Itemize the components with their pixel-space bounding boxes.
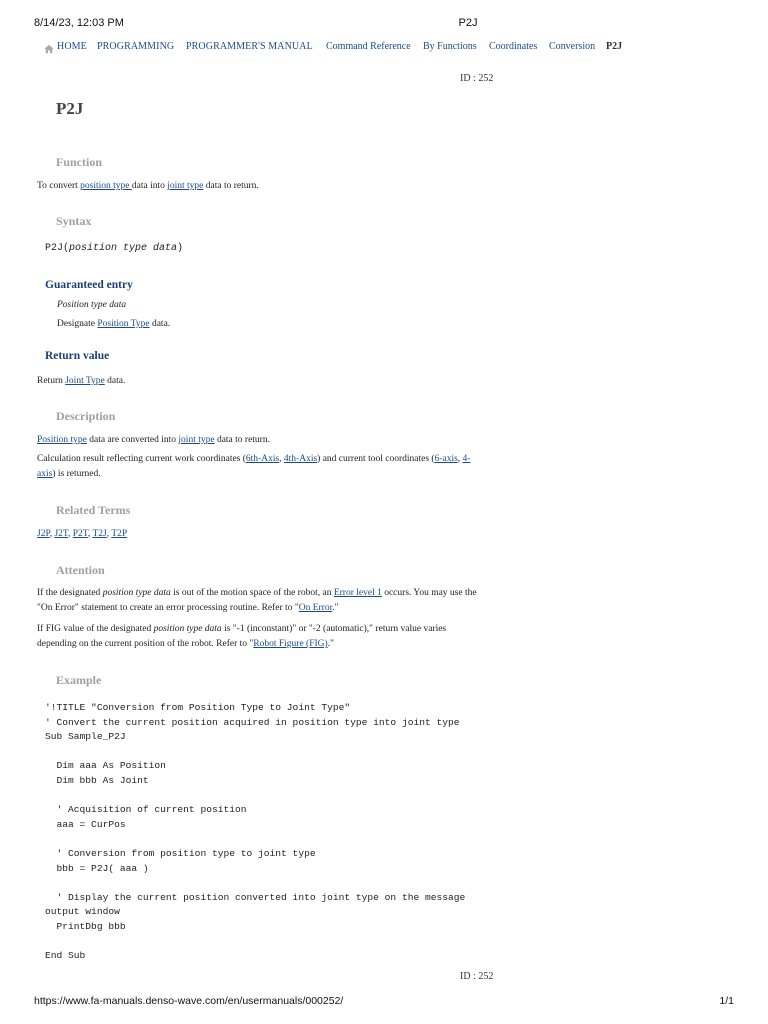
- return-value-heading: Return value: [45, 350, 110, 362]
- attention-p1: [37, 586, 487, 616]
- italic-span: position type data: [102, 588, 171, 598]
- italic-span: position type data: [153, 624, 222, 634]
- related-terms-list: J2P, J2T, P2T, T2J, T2P: [37, 529, 128, 539]
- breadcrumb-conversion[interactable]: Conversion: [549, 41, 596, 52]
- entry-param-name: Position type data: [57, 300, 127, 310]
- attention-heading: Attention: [56, 563, 105, 577]
- print-url: https://www.fa-manuals.denso-wave.com/en/usermanuals/000252/: [34, 995, 344, 1007]
- example-code: '!TITLE "Conversion from Position Type to Joint Type" ' Convert the current position acquired in position type into joint type Sub Sample_P2J Dim aaa As Position Dim bbb As Joint ' Acquisition of current position aaa = CurPos ' Conversion from position type to joint type bbb = P2J( aaa ) ' Display the current position converted into joint type on the message output window PrintDbg bbb End Sub: [45, 702, 466, 962]
- example-heading: Example: [56, 673, 102, 687]
- description-p2: [37, 452, 485, 482]
- related-term-j2p[interactable]: J2P: [37, 529, 50, 539]
- related-term-t2p[interactable]: T2P: [111, 529, 128, 539]
- entry-description: [57, 317, 507, 332]
- breadcrumb-home[interactable]: HOME: [57, 41, 87, 52]
- position-type-link[interactable]: Position Type: [97, 319, 150, 329]
- syntax-param: position type data: [69, 243, 178, 254]
- text-span: ,: [279, 454, 284, 464]
- function-heading: Function: [56, 155, 103, 169]
- breadcrumb: [44, 41, 738, 55]
- breadcrumb-current: P2J: [606, 41, 623, 52]
- text-span: data into: [131, 181, 168, 191]
- position-type-link[interactable]: position type: [80, 181, 132, 191]
- syntax-heading: Syntax: [56, 214, 92, 228]
- 4th-axis-link[interactable]: 4th-Axis: [283, 454, 318, 464]
- robot-figure-link[interactable]: Robot Figure (FIG): [253, 639, 328, 649]
- doc-id-footer: ID : 252: [460, 971, 494, 982]
- entry-param: [57, 298, 507, 313]
- function-text: [37, 179, 487, 194]
- on-error-link[interactable]: On Error: [298, 603, 333, 613]
- text-span: occurs. You may use the "On Error" statement to create an error processing routine. Refer to ": [37, 588, 477, 613]
- attention-p2: [37, 622, 487, 652]
- print-page-number: 1/1: [719, 995, 734, 1007]
- 6-axis-link[interactable]: 6-axis: [434, 454, 458, 464]
- print-header: [34, 17, 734, 31]
- print-footer: [34, 995, 734, 1009]
- text-span: To convert: [37, 181, 81, 191]
- text-span: If the designated: [37, 588, 103, 598]
- position-type-link[interactable]: Position type: [37, 435, 87, 445]
- error-level-1-link[interactable]: Error level 1: [333, 588, 382, 598]
- breadcrumb-coordinates[interactable]: Coordinates: [489, 41, 538, 52]
- text-span: data to return.: [203, 181, 259, 191]
- syntax-code: [45, 243, 183, 254]
- 6th-axis-link[interactable]: 6th-Axis: [245, 454, 280, 464]
- text-span: If FIG value of the designated: [37, 624, 154, 634]
- syntax-name: P2J(: [45, 243, 70, 254]
- joint-type-link[interactable]: Joint Type: [65, 376, 105, 386]
- related-terms-heading: Related Terms: [56, 503, 131, 517]
- print-title: P2J: [458, 17, 478, 29]
- description-heading: Description: [56, 409, 116, 423]
- joint-type-link[interactable]: joint type: [167, 181, 204, 191]
- breadcrumb-by-functions[interactable]: By Functions: [423, 41, 477, 52]
- print-datetime: 8/14/23, 12:03 PM: [34, 17, 124, 29]
- guaranteed-entry-heading: Guaranteed entry: [45, 279, 133, 291]
- syntax-close: ): [177, 243, 184, 254]
- text-span: data.: [149, 319, 171, 329]
- breadcrumb-command-reference[interactable]: Command Reference: [326, 41, 411, 52]
- text-span: data are converted into: [86, 435, 179, 445]
- text-span: Calculation result reflecting current work coordinates (: [37, 454, 246, 464]
- text-span: Return: [37, 376, 66, 386]
- related-term-p2t[interactable]: P2T: [72, 529, 88, 539]
- breadcrumb-programmers-manual[interactable]: PROGRAMMER'S MANUAL: [186, 41, 313, 52]
- text-span: ) and current tool coordinates (: [317, 454, 435, 464]
- text-span: is out of the motion space of the robot, an: [170, 588, 334, 598]
- text-span: data to return.: [214, 435, 270, 445]
- text-span: .": [332, 603, 339, 613]
- text-span: ) is returned.: [52, 469, 101, 479]
- page-title: P2J: [56, 99, 84, 118]
- doc-id: ID : 252: [460, 73, 494, 84]
- text-span: Designate: [57, 319, 98, 329]
- text-span: .": [327, 639, 334, 649]
- related-term-t2j[interactable]: T2J: [92, 529, 107, 539]
- 4-axis-link[interactable]: 4-axis: [37, 454, 471, 479]
- text-span: is "-1 (inconstant)" or "-2 (automatic)," return value varies depending on the current position of the robot. Refer to ": [37, 624, 447, 649]
- breadcrumb-programming[interactable]: PROGRAMMING: [97, 41, 175, 52]
- home-icon[interactable]: [44, 44, 54, 54]
- return-value-text: [37, 374, 487, 389]
- text-span: data.: [104, 376, 126, 386]
- description-p1: [37, 433, 487, 448]
- text-span: ,: [457, 454, 463, 464]
- related-term-j2t[interactable]: J2T: [54, 529, 68, 539]
- joint-type-link[interactable]: joint type: [178, 435, 215, 445]
